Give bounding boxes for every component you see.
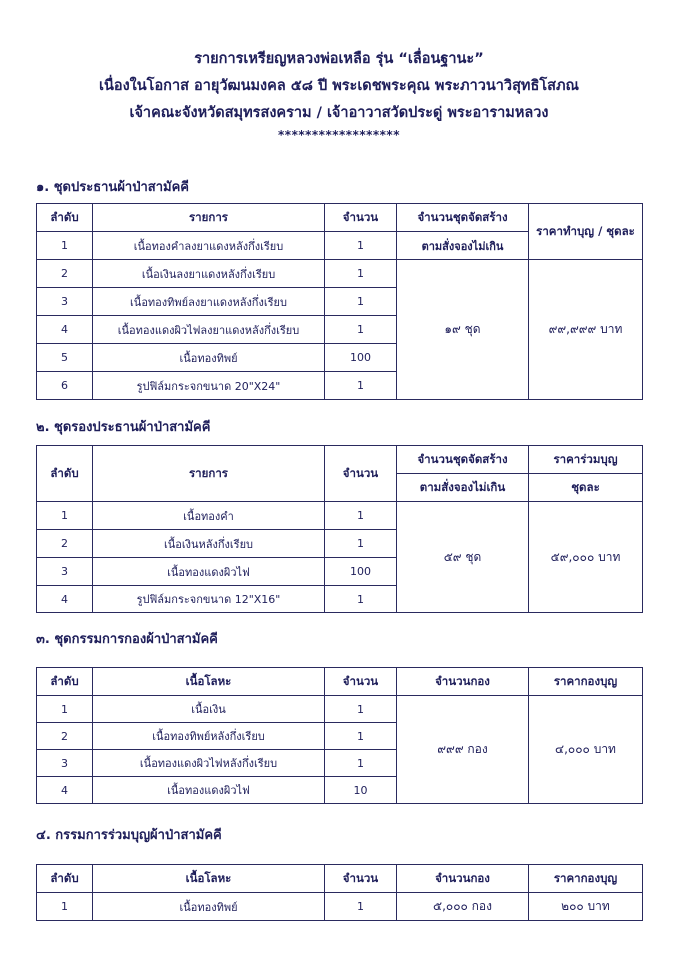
table-row — [37, 260, 643, 288]
document-header — [0, 46, 678, 143]
row-no: 3 — [37, 288, 93, 316]
row-no: 4 — [37, 316, 93, 344]
col-no-header: ลำดับ — [37, 446, 93, 502]
section4-table — [36, 864, 643, 921]
row-item: รูปฟิล์มกระจกขนาด 20"X24" — [93, 372, 325, 400]
row-no: 3 — [37, 750, 93, 777]
row-qty: 1 — [325, 723, 397, 750]
row-item: เนื้อทองแดงผิวไฟลงยาแดงหลังกึ่งเรียบ — [93, 316, 325, 344]
row-no: 2 — [37, 723, 93, 750]
col-item-header: รายการ — [93, 204, 325, 232]
sets-sub-header: ตามสั่งจองไม่เกิน — [397, 474, 529, 502]
row-item: เนื้อทองแดงผิวไฟหลังกึ่งเรียบ — [93, 750, 325, 777]
section3-title: ๓. ชุดกรรมการกองผ้าป่าสามัคคี — [36, 632, 218, 647]
row-no: 1 — [37, 232, 93, 260]
section3-table — [36, 667, 643, 804]
section2-table — [36, 445, 643, 613]
price-value: ๔,๐๐๐ บาท — [529, 696, 643, 804]
col-no-header: ลำดับ — [37, 668, 93, 696]
sets-value: ๑๙ ชุด — [397, 260, 529, 400]
price-value: ๕๙,๐๐๐ บาท — [529, 502, 643, 613]
header-position: เจ้าคณะจังหวัดสมุทรสงคราม / เจ้าอาวาสวัดประดู่ พระอารามหลวง — [129, 105, 549, 121]
row-no: 6 — [37, 372, 93, 400]
row-item: เนื้อเงินหลังกึ่งเรียบ — [93, 530, 325, 558]
col-sets-header: จำนวนกอง — [397, 668, 529, 696]
section4-header-row — [37, 865, 643, 893]
row-qty: 100 — [325, 344, 397, 372]
section2-title: ๒. ชุดรองประธานผ้าป่าสามัคคี — [36, 420, 211, 435]
row-qty: 1 — [325, 750, 397, 777]
col-qty-header: จำนวน — [325, 865, 397, 893]
col-no-header: ลำดับ — [37, 204, 93, 232]
row-item: เนื้อทองแดงผิวไฟ — [93, 777, 325, 804]
sets-value: ๕,๐๐๐ กอง — [397, 893, 529, 921]
row-no: 3 — [37, 558, 93, 586]
sets-value: ๕๙ ชุด — [397, 502, 529, 613]
col-price-header: ราคากองบุญ — [529, 865, 643, 893]
row-qty: 1 — [325, 316, 397, 344]
row-no: 5 — [37, 344, 93, 372]
row-no: 4 — [37, 586, 93, 613]
row-item: เนื้อทองคำ — [93, 502, 325, 530]
col-price-header: ราคากองบุญ — [529, 668, 643, 696]
section3-header-row — [37, 668, 643, 696]
row-item: เนื้อทองแดงผิวไฟ — [93, 558, 325, 586]
section1-header-row — [37, 204, 643, 232]
row-no: 1 — [37, 696, 93, 723]
row-item: เนื้อทองคำลงยาแดงหลังกึ่งเรียบ — [93, 232, 325, 260]
col-sets-header: จำนวนกอง — [397, 865, 529, 893]
row-item: เนื้อทองทิพย์ลงยาแดงหลังกึ่งเรียบ — [93, 288, 325, 316]
header-occasion: เนื่องในโอกาส อายุวัฒนมงคล ๕๘ ปี พระเดชพระคุณ พระภาวนาวิสุทธิโสภณ — [99, 78, 579, 94]
col-no-header: ลำดับ — [37, 865, 93, 893]
col-item-header: รายการ — [93, 446, 325, 502]
row-qty: 100 — [325, 558, 397, 586]
row-qty: 1 — [325, 586, 397, 613]
row-no: 1 — [37, 502, 93, 530]
row-item: เนื้อเงิน — [93, 696, 325, 723]
row-qty: 1 — [325, 288, 397, 316]
sets-sub-header: ตามสั่งจองไม่เกิน — [397, 232, 529, 260]
price-value: ๒๐๐ บาท — [529, 893, 643, 921]
sets-value: ๙๙๙ กอง — [397, 696, 529, 804]
price-value: ๙๙,๙๙๙ บาท — [529, 260, 643, 400]
row-item: เนื้อเงินลงยาแดงหลังกึ่งเรียบ — [93, 260, 325, 288]
col-item-header: เนื้อโลหะ — [93, 668, 325, 696]
row-no: 4 — [37, 777, 93, 804]
table-row — [37, 502, 643, 530]
col-qty-header: จำนวน — [325, 668, 397, 696]
price-sub-header: ชุดละ — [529, 474, 643, 502]
row-item: เนื้อทองทิพย์ — [93, 893, 325, 921]
header-divider: ****************** — [278, 128, 400, 142]
row-qty: 1 — [325, 260, 397, 288]
col-price-header: ราคาร่วมบุญ — [529, 446, 643, 474]
col-price-header: ราคาทำบุญ / ชุดละ — [529, 204, 643, 260]
section2-header-row — [37, 446, 643, 474]
row-qty: 1 — [325, 696, 397, 723]
table-row — [37, 893, 643, 921]
col-sets-header: จำนวนชุดจัดสร้าง — [397, 204, 529, 232]
col-sets-header: จำนวนชุดจัดสร้าง — [397, 446, 529, 474]
row-no: 1 — [37, 893, 93, 921]
row-no: 2 — [37, 530, 93, 558]
row-qty: 10 — [325, 777, 397, 804]
section1-table — [36, 203, 643, 400]
row-qty: 1 — [325, 530, 397, 558]
row-item: เนื้อทองทิพย์ — [93, 344, 325, 372]
row-qty: 1 — [325, 232, 397, 260]
row-item: รูปฟิล์มกระจกขนาด 12"X16" — [93, 586, 325, 613]
row-qty: 1 — [325, 502, 397, 530]
col-item-header: เนื้อโลหะ — [93, 865, 325, 893]
table-row — [37, 696, 643, 723]
section4-title: ๔. กรรมการร่วมบุญผ้าป่าสามัคคี — [36, 828, 222, 843]
row-item: เนื้อทองทิพย์หลังกึ่งเรียบ — [93, 723, 325, 750]
row-no: 2 — [37, 260, 93, 288]
row-qty: 1 — [325, 372, 397, 400]
col-qty-header: จำนวน — [325, 204, 397, 232]
section1-title: ๑. ชุดประธานผ้าป่าสามัคคี — [36, 180, 189, 195]
row-qty: 1 — [325, 893, 397, 921]
header-title: รายการเหรียญหลวงพ่อเหลือ รุ่น “เลื่อนฐานะ” — [194, 51, 484, 67]
col-qty-header: จำนวน — [325, 446, 397, 502]
